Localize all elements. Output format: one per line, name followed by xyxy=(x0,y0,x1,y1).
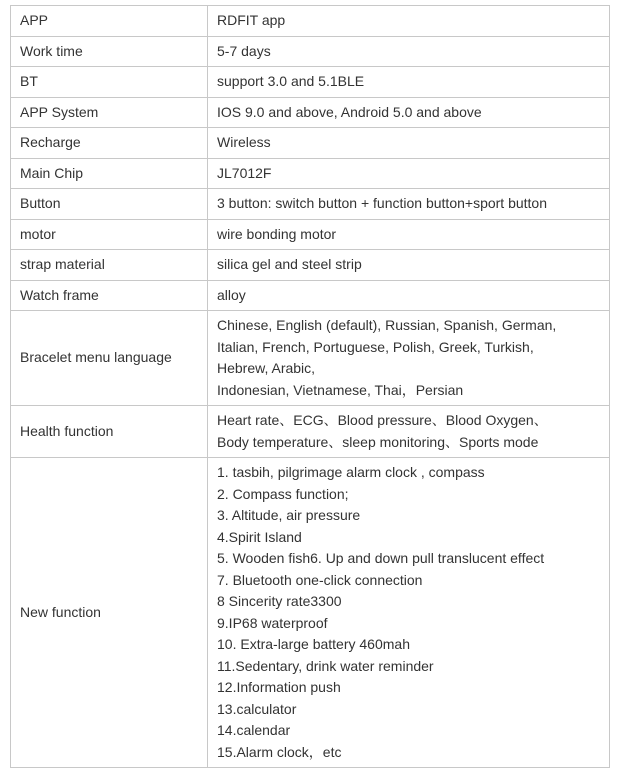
spec-value-line: 13.calculator xyxy=(217,700,297,717)
table-row xyxy=(11,189,610,220)
table-row xyxy=(11,158,610,189)
spec-label: Recharge xyxy=(11,128,208,159)
spec-value xyxy=(208,158,610,189)
spec-value-line: 7. Bluetooth one-click connection xyxy=(217,571,423,588)
spec-value-line: 5-7 days xyxy=(217,42,271,59)
spec-value-line: Indonesian, Vietnamese, Thai，Persian xyxy=(217,381,464,398)
table-row xyxy=(11,67,610,98)
table-row xyxy=(11,280,610,311)
spec-value-line: 8 Sincerity rate3300 xyxy=(217,593,342,609)
spec-value xyxy=(208,6,610,37)
spec-label: Button xyxy=(11,189,208,220)
table-row xyxy=(11,128,610,159)
spec-value-line: 14.calendar xyxy=(217,722,291,738)
spec-value xyxy=(208,67,610,98)
spec-label: Bracelet menu language xyxy=(11,311,208,406)
spec-value-line: 3. Altitude, air pressure xyxy=(217,507,361,523)
spec-value-line: 12.Information push xyxy=(217,679,341,695)
spec-label: New function xyxy=(11,458,208,768)
spec-value-line: RDFIT app xyxy=(217,12,286,28)
spec-value-line: 9.IP68 waterproof xyxy=(217,614,328,631)
spec-value-line: 4.Spirit Island xyxy=(217,528,302,545)
spec-value-line: Body temperature、sleep monitoring、Sports mode xyxy=(217,433,539,450)
spec-value-line: Italian, French, Portuguese, Polish, Greek, Turkish, xyxy=(217,338,534,355)
table-row xyxy=(11,311,610,406)
table-row xyxy=(11,97,610,128)
spec-value-line: 5. Wooden fish6. Up and down pull translucent effect xyxy=(217,550,545,566)
spec-value-line: silica gel and steel strip xyxy=(217,256,362,272)
table-row xyxy=(11,458,610,768)
spec-value-line: wire bonding motor xyxy=(217,225,337,242)
spec-label: Health function xyxy=(11,406,208,458)
spec-value xyxy=(208,36,610,67)
spec-value-line: Wireless xyxy=(217,134,271,150)
spec-value-line: Chinese, English (default), Russian, Spanish, German, xyxy=(217,317,557,333)
spec-value-line: IOS 9.0 and above, Android 5.0 and above xyxy=(217,103,482,120)
spec-value xyxy=(208,128,610,159)
spec-value-line: support 3.0 and 5.1BLE xyxy=(217,73,365,89)
spec-value xyxy=(208,219,610,250)
spec-table xyxy=(10,5,610,768)
spec-value-line: 3 button: switch button + function button+sport button xyxy=(217,195,548,211)
spec-value xyxy=(208,97,610,128)
spec-value-line: 10. Extra-large battery 460mah xyxy=(217,636,410,652)
spec-label: Work time xyxy=(11,36,208,67)
spec-value xyxy=(208,311,610,406)
table-row xyxy=(11,406,610,458)
table-row xyxy=(11,250,610,281)
spec-value-line: alloy xyxy=(217,286,246,303)
spec-value xyxy=(208,250,610,281)
spec-value xyxy=(208,406,610,458)
spec-label: BT xyxy=(11,67,208,98)
table-row xyxy=(11,219,610,250)
spec-value-line: 1. tasbih, pilgrimage alarm clock , compass xyxy=(217,464,485,480)
spec-value-line: Hebrew, Arabic, xyxy=(217,360,316,376)
spec-value xyxy=(208,189,610,220)
spec-table-body xyxy=(11,6,610,768)
spec-value-line: 11.Sedentary, drink water reminder xyxy=(217,657,434,674)
spec-label: Watch frame xyxy=(11,280,208,311)
spec-label: APP System xyxy=(11,97,208,128)
spec-value-line: Heart rate、ECG、Blood pressure、Blood Oxygen、 xyxy=(217,412,548,428)
table-row xyxy=(11,6,610,37)
table-row xyxy=(11,36,610,67)
spec-label: strap material xyxy=(11,250,208,281)
spec-label: APP xyxy=(11,6,208,37)
spec-label: motor xyxy=(11,219,208,250)
spec-value-line: 15.Alarm clock，etc xyxy=(217,743,342,760)
spec-label: Main Chip xyxy=(11,158,208,189)
spec-value-line: 2. Compass function; xyxy=(217,485,349,502)
spec-value-line: JL7012F xyxy=(217,164,272,181)
spec-value xyxy=(208,280,610,311)
spec-value xyxy=(208,458,610,768)
